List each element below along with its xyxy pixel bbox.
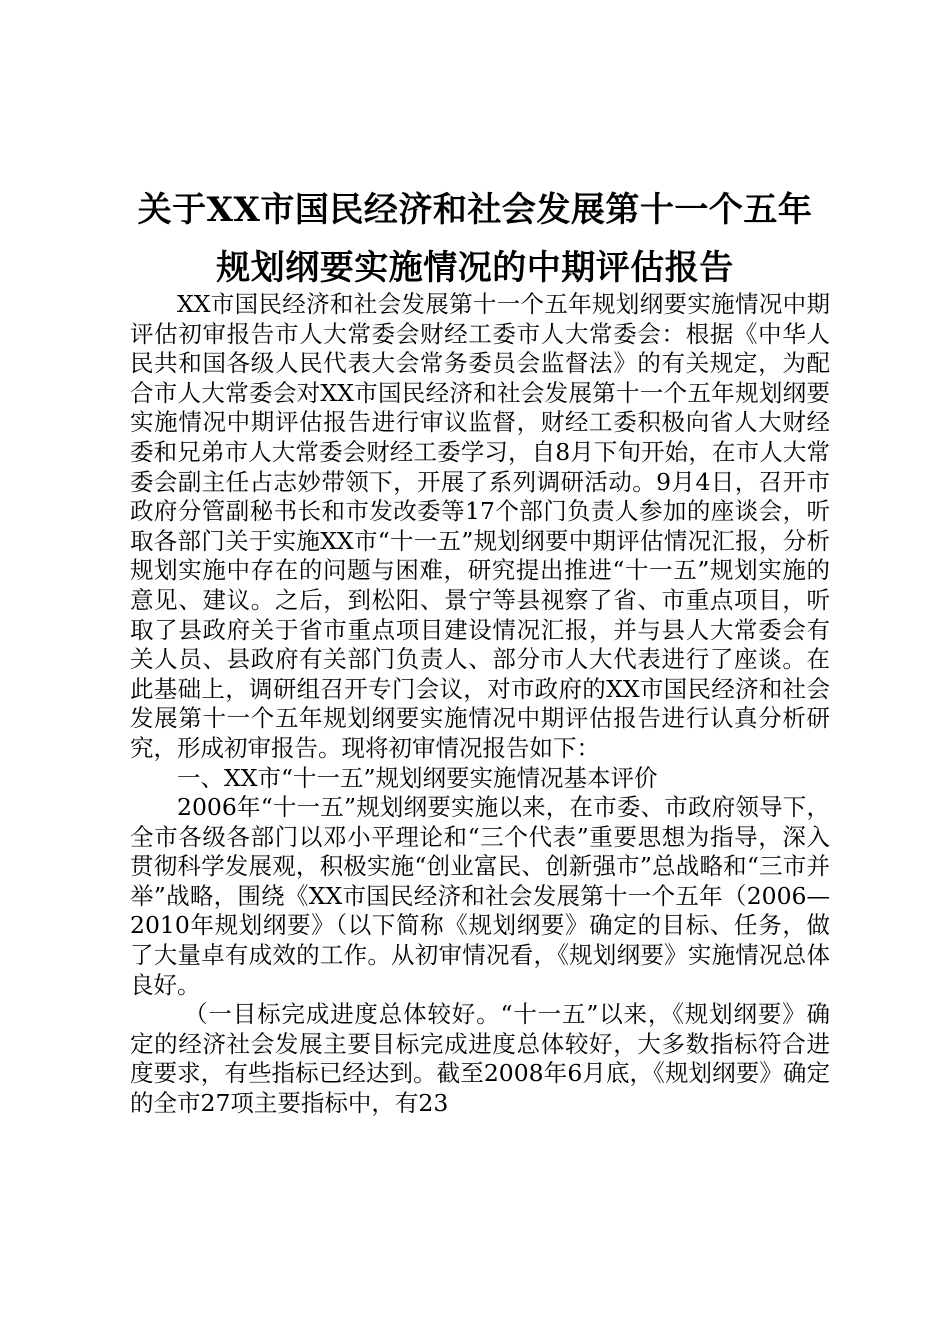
evaluation-paragraph: 2006年“十一五”规划纲要实施以来，在市委、市政府领导下，全市各级各部门以邓小平理论和“三个代表”重要思想为指导，深入贯彻科学发展观，积极实施“创业富民、创新强市”总战略和“三市并举”战略，围绕《XX市国民经济和社会发展第十一个五年（2006—2010年规划纲要》（以下简称《规划纲要》确定的目标、任务，做了大量卓有成效的工作。从初审情况看，《规划纲要》实施情况总体良好。 — [130, 793, 830, 999]
title-line-1: 关于XX市国民经济和社会发展第十一个五年 — [137, 190, 813, 230]
intro-paragraph: XX市国民经济和社会发展第十一个五年规划纲要实施情况中期评估初审报告市人大常委会财经工委市人大常委会：根据《中华人民共和国各级人民代表大会常务委员会监督法》的有关规定，为配合市人大常委会对XX市国民经济和社会发展第十一个五年规划纲要实施情况中期评估报告进行审议监督，财经工委积极向省人大财经委和兄弟市人大常委会财经工委学习，自8月下旬开始，在市人大常委会副主任占志妙带领下，开展了系列调研活动。9月4日，召开市政府分管副秘书长和市发改委等17个部门负责人参加的座谈会，听取各部门关于实施XX市“十一五”规划纲要中期评估情况汇报，分析规划实施中存在的问题与困难，研究提出推进“十一五”规划实施的意见、建议。之后，到松阳、景宁等县视察了省、市重点项目，听取了县政府关于省市重点项目建设情况汇报，并与县人大常委会有关人员、县政府有关部门负责人、部分市人大代表进行了座谈。在此基础上，调研组召开专门会议，对市政府的XX市国民经济和社会发展第十一个五年规划纲要实施情况中期评估报告进行认真分析研究，形成初审报告。现将初审情况报告如下： — [130, 290, 830, 762]
section-heading: 一、XX市“十一五”规划纲要实施情况基本评价 — [177, 763, 658, 792]
document-title — [80, 181, 870, 297]
targets-paragraph: （一目标完成进度总体较好。“十一五”以来，《规划纲要》确定的经济社会发展主要目标完成进度总体较好，大多数指标符合进度要求，有些指标已经达到。截至2008年6月底，《规划纲要》确定的全市27项主要指标中，有23 — [130, 1000, 830, 1118]
document-body — [130, 290, 830, 1119]
title-line-2: 规划纲要实施情况的中期评估报告 — [216, 248, 734, 288]
